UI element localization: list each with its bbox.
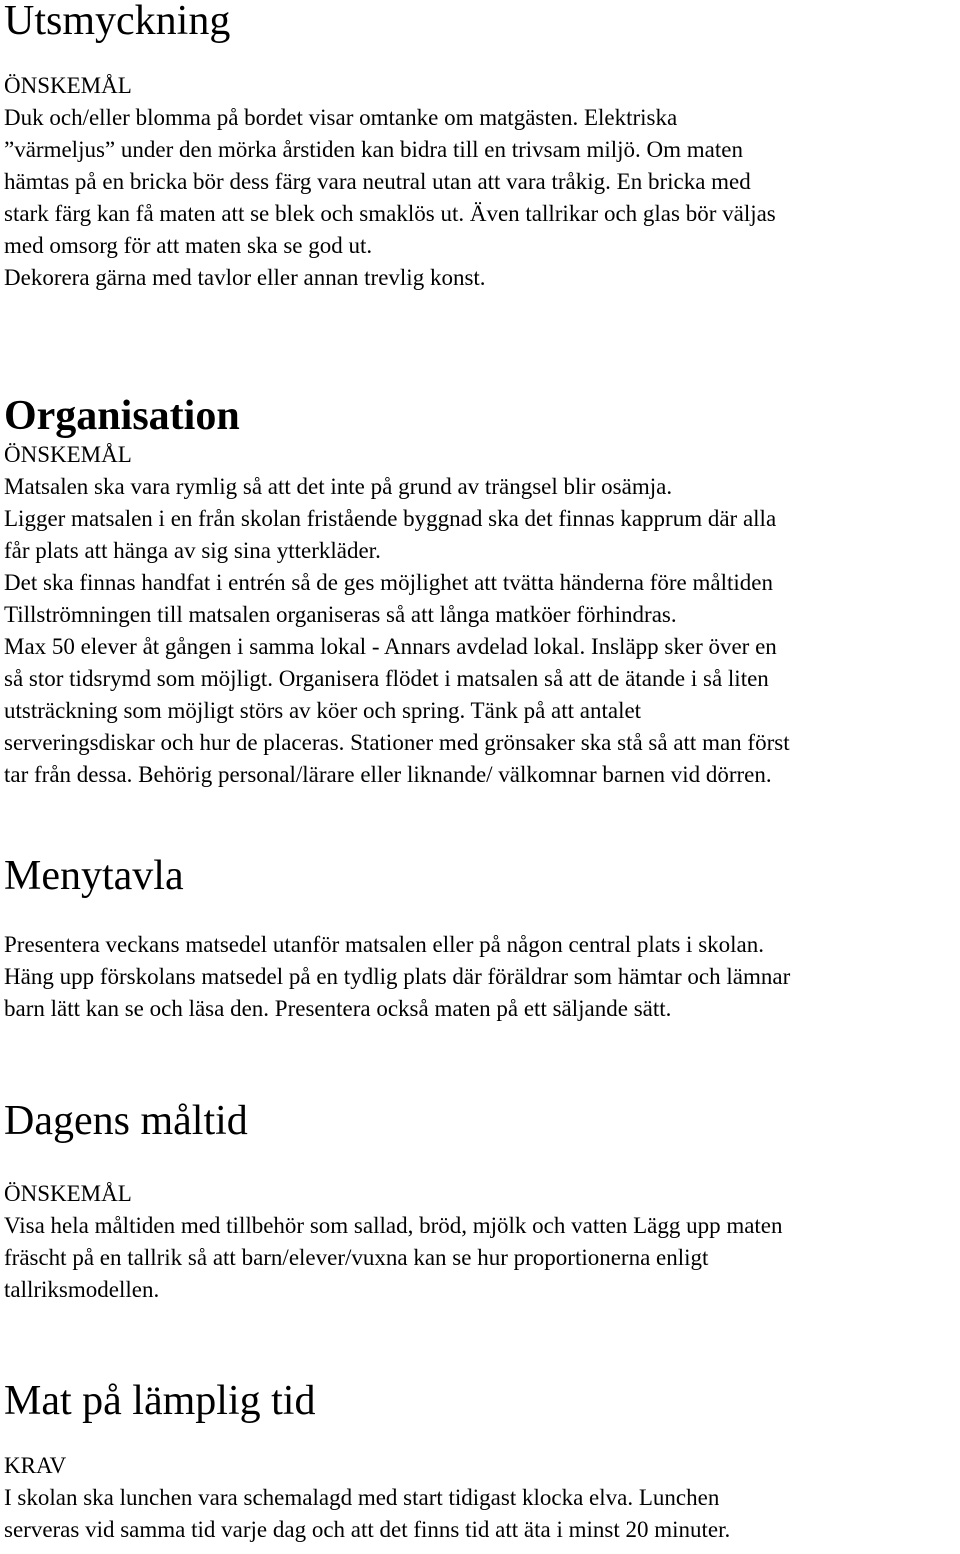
text-line: ”värmeljus” under den mörka årstiden kan bidra till en trivsam miljö. Om maten bbox=[4, 137, 743, 162]
section-heading: Menytavla bbox=[4, 853, 184, 899]
text-line: fräscht på en tallrik så att barn/elever/vuxna kan se hur proportionerna enligt bbox=[4, 1245, 709, 1270]
section-heading: Dagens måltid bbox=[4, 1098, 248, 1144]
text-line: serveras vid samma tid varje dag och att det finns tid att äta i minst 20 minuter. bbox=[4, 1517, 731, 1542]
section-body bbox=[4, 929, 956, 1025]
section-dagens-maltid bbox=[4, 1100, 956, 1306]
section-heading: Utsmyckning bbox=[4, 0, 231, 44]
text-line: tallriksmodellen. bbox=[4, 1277, 160, 1302]
text-line: Presentera veckans matsedel utanför matsalen eller på någon central plats i skolan. bbox=[4, 932, 764, 957]
requirement-tag: ÖNSKEMÅL bbox=[4, 442, 132, 467]
text-line: Dekorera gärna med tavlor eller annan trevlig konst. bbox=[4, 265, 486, 290]
text-line: Ligger matsalen i en från skolan fristående byggnad ska det finnas kapprum där alla bbox=[4, 506, 777, 531]
text-line: serveringsdiskar och hur de placeras. Stationer med grönsaker ska stå så att man först bbox=[4, 730, 790, 755]
section-mat-pa-lamplig-tid bbox=[4, 1380, 956, 1546]
section-heading: Mat på lämplig tid bbox=[4, 1378, 316, 1424]
section-organisation bbox=[4, 395, 956, 791]
text-line: Visa hela måltiden med tillbehör som sallad, bröd, mjölk och vatten Lägg upp maten bbox=[4, 1213, 783, 1238]
section-body bbox=[4, 1210, 956, 1306]
text-line: med omsorg för att maten ska se god ut. bbox=[4, 233, 373, 258]
text-line: I skolan ska lunchen vara schemalagd med start tidigast klocka elva. Lunchen bbox=[4, 1485, 720, 1510]
requirement-tag: ÖNSKEMÅL bbox=[4, 1181, 132, 1206]
text-line: Duk och/eller blomma på bordet visar omtanke om matgästen. Elektriska bbox=[4, 105, 678, 130]
section-utsmyckning bbox=[4, 0, 956, 294]
text-line: Max 50 elever åt gången i samma lokal - Annars avdelad lokal. Insläpp sker över en bbox=[4, 634, 777, 659]
text-line: så stor tidsrymd som möjligt. Organisera flödet i matsalen så att de ätande i så liten bbox=[4, 666, 769, 691]
section-body bbox=[4, 471, 956, 791]
text-line: Häng upp förskolans matsedel på en tydlig plats där föräldrar som hämtar och lämnar bbox=[4, 964, 791, 989]
section-menytavla bbox=[4, 855, 956, 1025]
text-line: hämtas på en bricka bör dess färg vara neutral utan att vara tråkig. En bricka med bbox=[4, 169, 751, 194]
text-line: Det ska finnas handfat i entrén så de ges möjlighet att tvätta händerna före måltiden bbox=[4, 570, 773, 595]
section-heading: Organisation bbox=[4, 393, 240, 439]
requirement-tag: ÖNSKEMÅL bbox=[4, 73, 132, 98]
text-line: tar från dessa. Behörig personal/lärare eller liknande/ välkomnar barnen vid dörren. bbox=[4, 762, 772, 787]
text-line: Tillströmningen till matsalen organiseras så att långa matköer förhindras. bbox=[4, 602, 677, 627]
section-body bbox=[4, 1482, 956, 1546]
requirement-tag: KRAV bbox=[4, 1453, 67, 1478]
text-line: utsträckning som möjligt störs av köer och spring. Tänk på att antalet bbox=[4, 698, 642, 723]
text-line: Matsalen ska vara rymlig så att det inte på grund av trängsel blir osämja. bbox=[4, 474, 673, 499]
text-line: barn lätt kan se och läsa den. Presentera också maten på ett säljande sätt. bbox=[4, 996, 672, 1021]
section-body bbox=[4, 102, 956, 294]
text-line: får plats att hänga av sig sina ytterkläder. bbox=[4, 538, 381, 563]
text-line: stark färg kan få maten att se blek och smaklös ut. Även tallrikar och glas bör väljas bbox=[4, 201, 776, 226]
